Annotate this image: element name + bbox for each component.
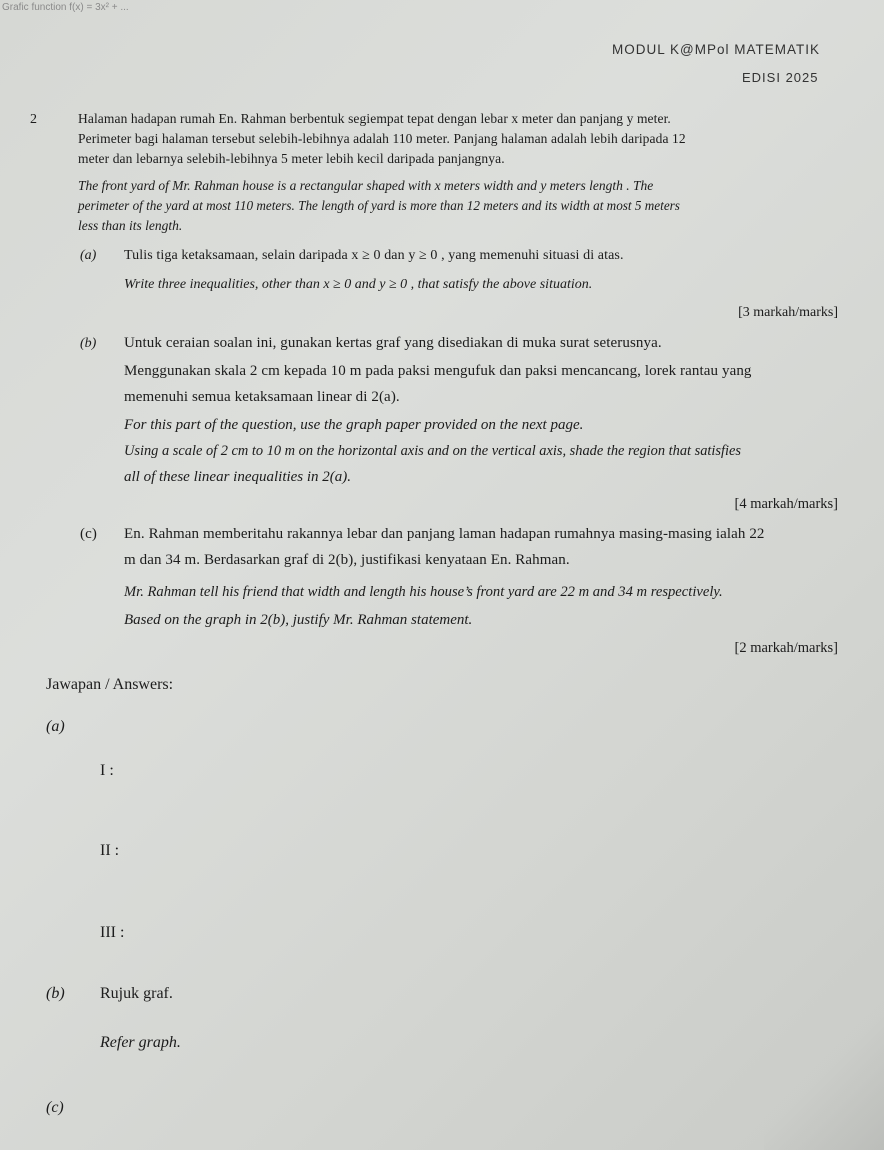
answer-b-text: Rujuk graf. (100, 985, 173, 1002)
intro-bm-line-3: meter dan lebarnya selebih-lebihnya 5 meter lebih kecil daripada panjangnya. (78, 151, 505, 166)
part-b-bm-line-1: Untuk ceraian soalan ini, gunakan kertas graf yang disediakan di muka surat seterusnya. (124, 335, 662, 351)
part-c-en-line-2: Based on the graph in 2(b), justify Mr. Rahman statement. (124, 612, 473, 628)
answer-a-label: (a) (46, 718, 65, 735)
part-b-label: (b) (80, 336, 97, 351)
intro-en-line-1: The front yard of Mr. Rahman house is a rectangular shaped with x meters width and y meters length . The (78, 178, 654, 193)
intro-en-line-2: perimeter of the yard at most 110 meters. The length of yard is more than 12 meters and its width at most 5 meters (78, 198, 680, 213)
part-c-bm-line-2: m dan 34 m. Berdasarkan graf di 2(b), justifikasi kenyataan En. Rahman. (124, 552, 570, 568)
question-number: 2 (30, 112, 38, 127)
page-shadow (764, 990, 884, 1150)
answer-c-label: (c) (46, 1099, 64, 1116)
part-b-en-line-1: For this part of the question, use the graph paper provided on the next page. (124, 417, 584, 433)
intro-bm-line-2: Perimeter bagi halaman tersebut selebih-lebihnya adalah 110 meter. Panjang halaman adalah lebih daripada 12 (78, 131, 686, 146)
part-a-bm: Tulis tiga ketaksamaan, selain daripada x ≥ 0 dan y ≥ 0 , yang memenuhi situasi di atas. (124, 248, 624, 263)
part-a-marks: [3 markah/marks] (738, 305, 838, 320)
answer-b-text-en: Refer graph. (100, 1034, 181, 1051)
answers-heading: Jawapan / Answers: (46, 676, 174, 693)
part-b-marks: [4 markah/marks] (734, 496, 838, 512)
part-c-en-line-1: Mr. Rahman tell his friend that width and length his house’s front yard are 22 m and 34 m respectively. (124, 584, 723, 600)
part-b-bm-line-3: memenuhi semua ketaksamaan linear di 2(a). (124, 389, 400, 405)
intro-bm-line-1: Halaman hadapan rumah En. Rahman berbentuk segiempat tepat dengan lebar x meter dan panjang y meter. (78, 111, 671, 126)
intro-en-line-3: less than its length. (78, 218, 183, 233)
part-c-label: (c) (80, 526, 97, 542)
answer-b-label: (b) (46, 985, 65, 1002)
part-b-en-line-2: Using a scale of 2 cm to 10 m on the horizontal axis and on the vertical axis, shade the region that satisfies (124, 443, 742, 459)
part-c-bm-line-1: En. Rahman memberitahu rakannya lebar dan panjang laman hadapan rumahnya masing-masing ialah 22 (124, 526, 765, 542)
answer-a-line-1: I : (100, 762, 114, 779)
part-b-en-line-3: all of these linear inequalities in 2(a). (124, 469, 352, 485)
module-title: MODUL K@MPol MATEMATIK (612, 42, 820, 57)
answer-a-line-3: III : (100, 924, 125, 941)
answer-a-line-2: II : (100, 842, 120, 859)
part-c-marks: [2 markah/marks] (734, 640, 838, 656)
top-fragment: Grafic function f(x) = 3x² + ... (2, 2, 129, 13)
part-a-label: (a) (80, 248, 97, 263)
edition-label: EDISI 2025 (742, 70, 819, 85)
part-a-en: Write three inequalities, other than x ≥ 0 and y ≥ 0 , that satisfy the above situation. (124, 277, 593, 292)
part-b-bm-line-2: Menggunakan skala 2 cm kepada 10 m pada paksi mengufuk dan paksi mencancang, lorek rantau yang (124, 363, 752, 379)
